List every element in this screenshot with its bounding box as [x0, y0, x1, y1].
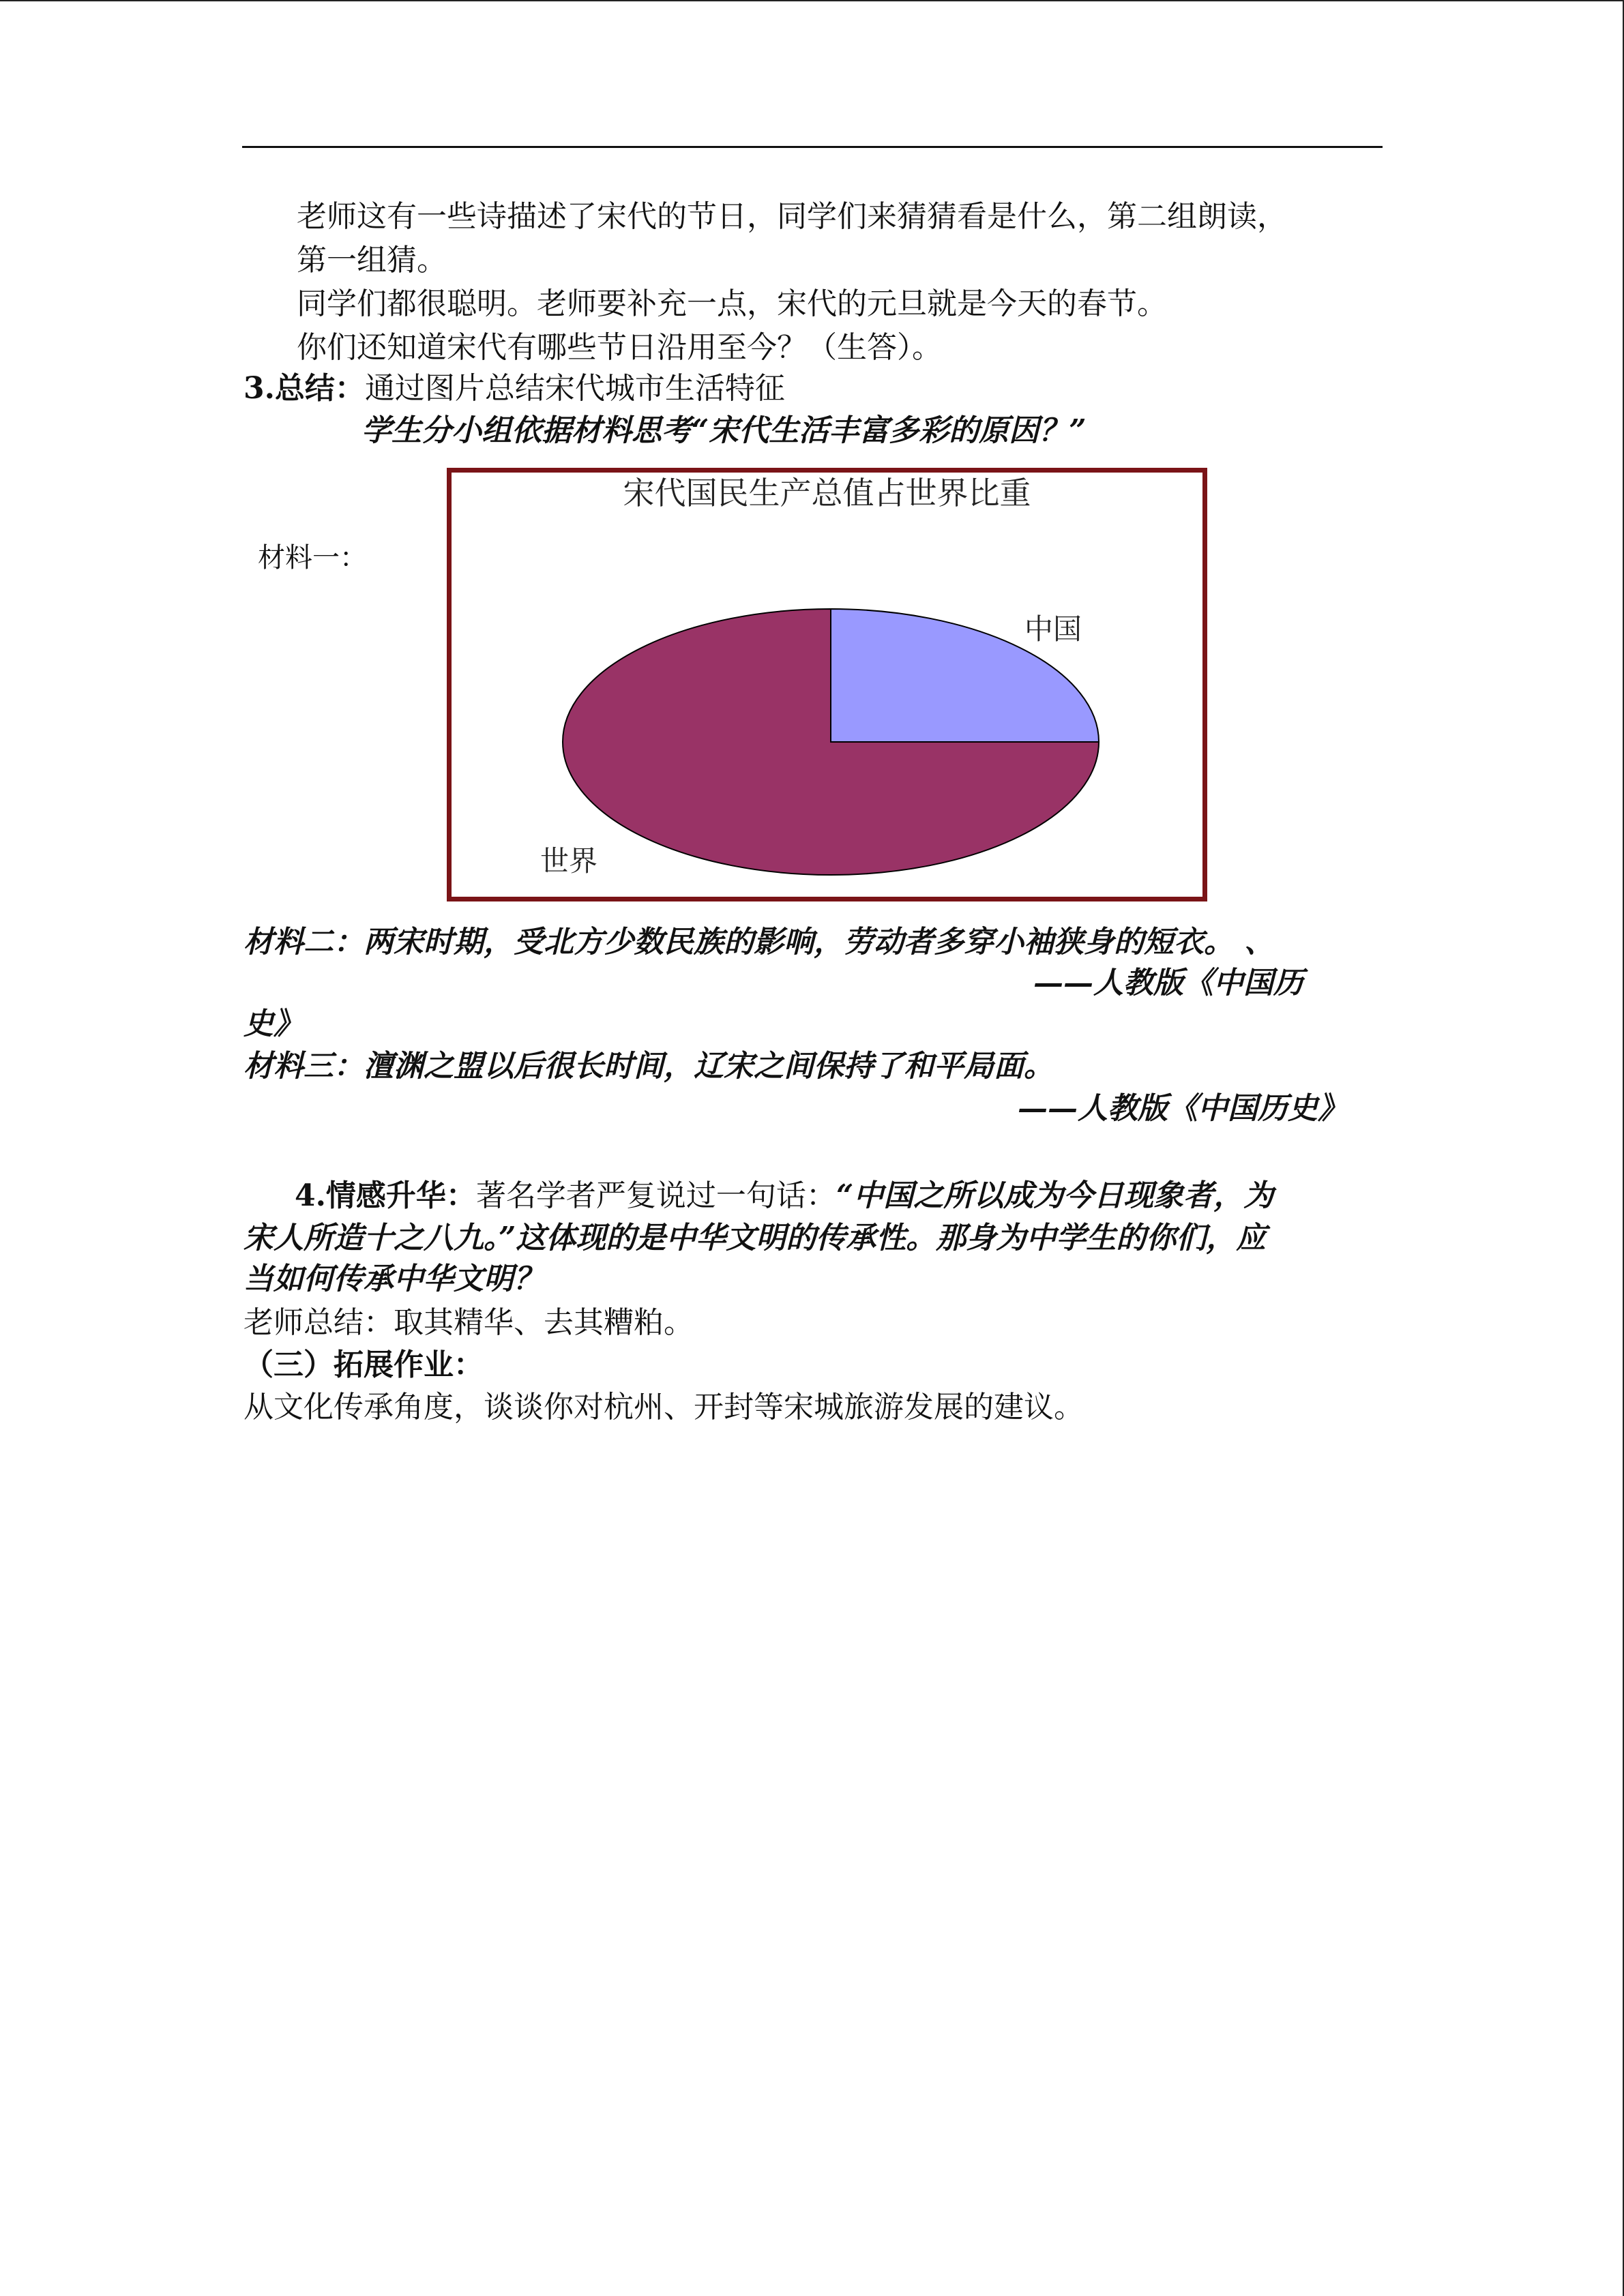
header-rule: [242, 146, 1383, 148]
intro-line-3: 同学们都很聪明。老师要补充一点，宋代的元旦就是今天的春节。: [297, 286, 1167, 321]
homework-text: 从文化传承角度，谈谈你对杭州、开封等宋城旅游发展的建议。: [243, 1390, 1084, 1425]
teacher-summary: 老师总结：取其精华、去其糟粕。: [243, 1305, 694, 1340]
emotion-lead: 著名学者严复说过一句话：: [475, 1178, 836, 1213]
material1-label: 材料一：: [258, 542, 367, 573]
summary-text: 通过图片总结宋代城市生活特征: [364, 371, 785, 406]
emotion-label: 4.情感升华：: [295, 1178, 476, 1213]
summary-line: [243, 368, 785, 409]
summary-task: 学生分小组依据材料思考“宋代生活丰富多彩的原因？”: [361, 413, 1087, 448]
slice-label-world: 世界: [540, 844, 598, 878]
material2-source-1: ——人教版《中国历: [1033, 966, 1303, 1000]
intro-line-2: 第一组猜。: [297, 243, 447, 278]
material2-text: 材料二：两宋时期，受北方少数民族的影响，劳动者多穿小袖狭身的短衣。 、: [243, 925, 1275, 959]
emotion-line-2: 宋人所造十之八九。”这体现的是中华文明的传承性。那身为中学生的你们，应: [243, 1221, 1267, 1255]
material2-source-2: 史》: [243, 1007, 304, 1041]
pie-svg: [452, 473, 1202, 897]
material3-source: ——人教版《中国历史》: [1018, 1091, 1348, 1126]
emotion-line-3: 当如何传承中华文明？: [243, 1262, 544, 1296]
chart-title: 宋代国民生产总值占世界比重: [623, 475, 1031, 511]
intro-line-4: 你们还知道宋代有哪些节日沿用至今？（生答）。: [297, 330, 942, 365]
summary-label: 3.总结：: [243, 371, 365, 406]
emotion-line-1: [295, 1176, 1273, 1217]
homework-heading: （三）拓展作业：: [243, 1347, 484, 1382]
intro-line-1: 老师这有一些诗描述了宋代的节日，同学们来猜猜看是什么，第二组朗读，: [297, 199, 1287, 234]
pie-chart: [447, 468, 1207, 901]
slice-label-china: 中国: [1024, 612, 1082, 646]
material3-text: 材料三：澶渊之盟以后很长时间，辽宋之间保持了和平局面。: [243, 1049, 1054, 1084]
emotion-quote: “中国之所以成为今日现象者，为: [836, 1178, 1274, 1213]
